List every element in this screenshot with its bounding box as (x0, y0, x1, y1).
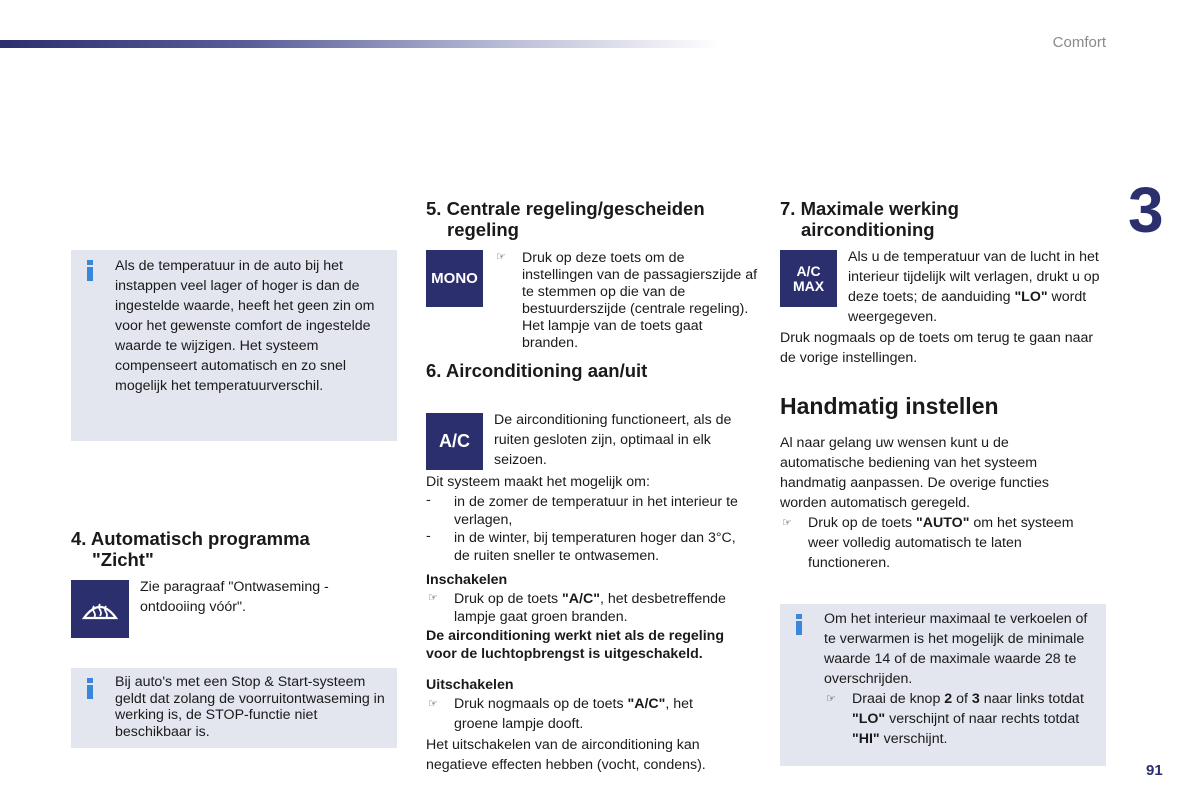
info-note-text: Om het interieur maximaal te verkoelen of te verwarmen is het mogelijk de minimale waarde 14 of de maximale waarde 28 te overschrijden. (824, 611, 1088, 687)
pointer-bullet-icon: ☞ (826, 693, 836, 705)
front-defrost-icon (80, 594, 120, 624)
section-title: Comfort (1052, 34, 1106, 51)
ac-button-icon: A/C (426, 413, 483, 470)
manual-bullet: Druk op de toets "AUTO" om het systeem weer volledig automatisch te laten functioneren. (808, 515, 1074, 571)
section-5-text: Druk op deze toets om de instellingen van de passagierszijde af te stemmen op die van de bestuurderszijde (centrale regeling). Het lampje van de toets gaat branden. (522, 250, 758, 351)
dash-bullet: - (426, 492, 431, 508)
switch-on-text: Druk op de toets "A/C", het desbetreffende lampje gaat groen branden. (454, 591, 726, 625)
mono-button-icon: MONO (426, 250, 483, 307)
info-note-bullet: Draai de knop 2 of 3 naar links totdat "LO" verschijnt of naar rechts totdat "HI" verschijnt. (852, 691, 1084, 747)
info-note-text: Bij auto's met een Stop & Start-systeem geldt dat zolang de voorruitontwaseming in werking is, de STOP-functie niet beschikbaar is. (115, 674, 385, 740)
manual-text: Al naar gelang uw wensen kunt u de automatische bediening van het systeem handmatig aanpassen. De overige functies worden automatisch geregeld. (780, 435, 1049, 511)
info-note-max-cooling (780, 604, 1106, 766)
section-6-dash-1: in de zomer de temperatuur in het interieur te verlagen, (454, 494, 738, 528)
section-7-text-2: Druk nogmaals op de toets om terug te gaan naar de vorige instellingen. (780, 330, 1094, 366)
dash-bullet: - (426, 528, 431, 544)
pointer-bullet-icon: ☞ (782, 517, 792, 529)
defrost-button-icon (71, 580, 129, 638)
switch-off-title: Uitschakelen (426, 677, 514, 693)
info-note-stopstart (71, 668, 397, 748)
info-icon (87, 678, 93, 696)
section-6-warning: De airconditioning werkt niet als de regeling voor de luchtopbrengst is uitgeschakeld. (426, 628, 724, 662)
switch-on-title: Inschakelen (426, 572, 508, 588)
info-note-temperature (71, 250, 397, 441)
info-icon (87, 260, 93, 278)
section-5-title: 5. Centrale regeling/gescheiden regeling (426, 198, 705, 240)
chapter-number: 3 (1128, 174, 1164, 246)
section-4-text: Zie paragraaf "Ontwaseming - ontdooiing vóór". (140, 579, 329, 615)
pointer-bullet-icon: ☞ (428, 698, 438, 710)
ac-max-button-icon: A/C MAX (780, 250, 837, 307)
switch-off-note: Het uitschakelen van de airconditioning kan negatieve effecten hebben (vocht, condens). (426, 737, 706, 773)
header-decor-bar (0, 40, 720, 48)
section-6-title: 6. Airconditioning aan/uit (426, 360, 648, 381)
section-7-title: 7. Maximale werking airconditioning (780, 198, 959, 240)
switch-off-text: Druk nogmaals op de toets "A/C", het groene lampje dooft. (454, 696, 693, 732)
section-6-intro: De airconditioning functioneert, als de ruiten gesloten zijn, optimaal in elk seizoen. (494, 412, 732, 468)
info-icon (796, 614, 802, 632)
manual-title: Handmatig instellen (780, 393, 999, 419)
info-note-text: Als de temperatuur in de auto bij het instappen veel lager of hoger is dan de ingestelde waarde, heeft het geen zin om voor het gewenste comfort de ingestelde waarde te wijzigen. Het systeem compenseert automatisch en zo snel mogelijk het temperatuurverschil. (115, 258, 375, 394)
pointer-bullet-icon: ☞ (428, 592, 438, 604)
page-number: 91 (1146, 762, 1163, 779)
pointer-bullet-icon: ☞ (496, 251, 506, 263)
section-4-title: 4. Automatisch programma "Zicht" (71, 528, 310, 570)
section-6-possible: Dit systeem maakt het mogelijk om: (426, 474, 650, 490)
section-6-dash-2: in de winter, bij temperaturen hoger dan 3°C, de ruiten sneller te ontwasemen. (454, 530, 736, 564)
section-7-text: Als u de temperatuur van de lucht in het interieur tijdelijk wilt verlagen, drukt u op deze toets; de aanduiding "LO" wordt weergegeven. (848, 249, 1100, 325)
